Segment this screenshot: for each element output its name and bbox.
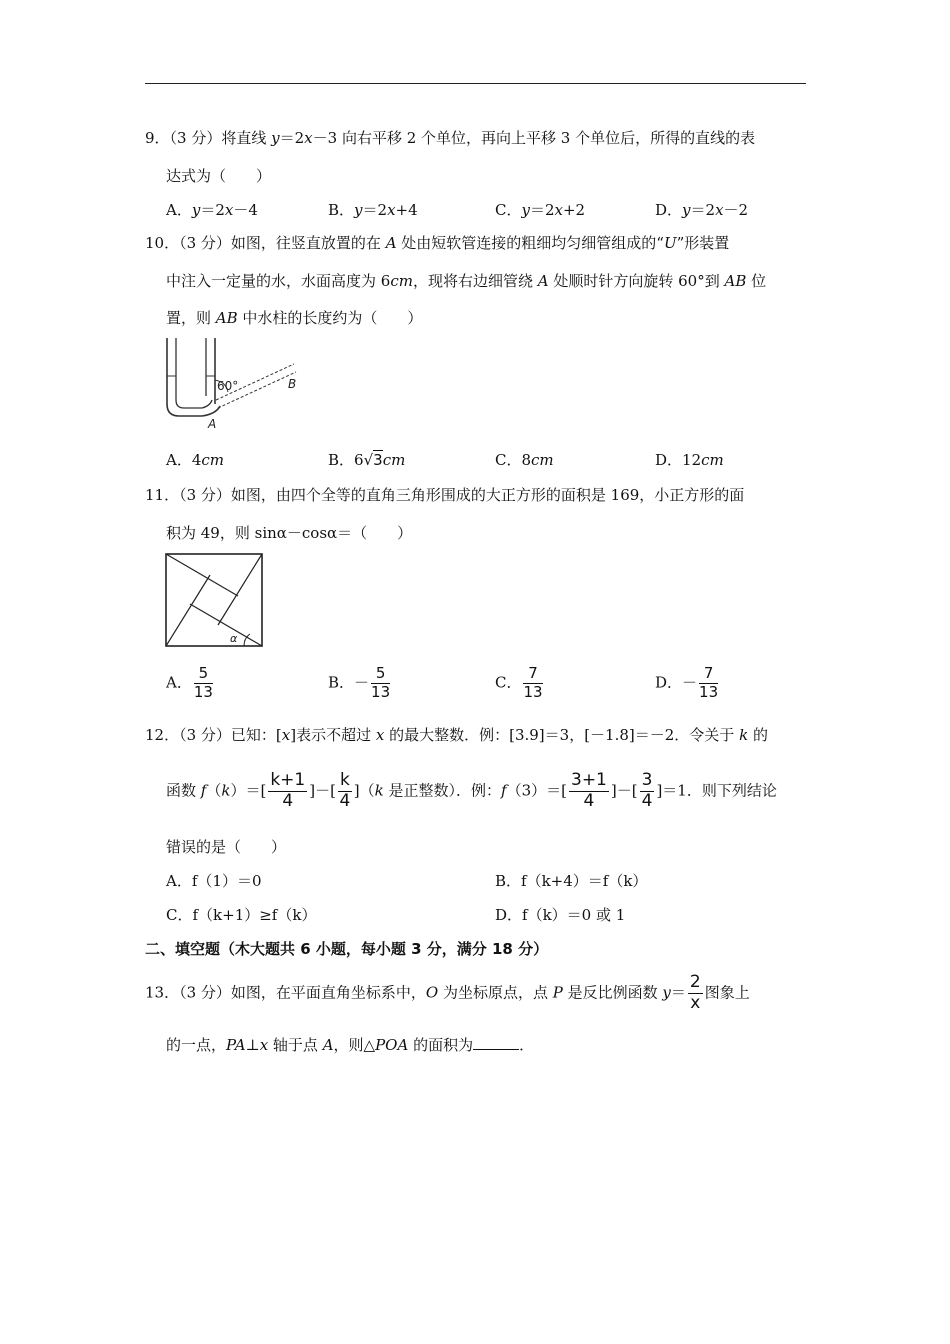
q10-option-c[interactable]: C．8cm (495, 451, 554, 469)
q11-pinwheel-square-figure (164, 552, 266, 648)
q10-line3: 置，则 AB 中水柱的长度约为（ ） (166, 309, 423, 327)
q13-answer-blank[interactable] (473, 1035, 519, 1050)
q12-frac-3: $\frac{3}{4}$ (641, 770, 653, 811)
q10-option-d[interactable]: D．12cm (655, 451, 724, 469)
q13-line1: 13．（3 分）如图，在平面直角坐标系中，O 为坐标原点，点 P 是反比例函数 y＝ $\frac{2}{x}$ 图象上 (145, 972, 750, 1013)
q11-option-a[interactable]: A． $\frac{5}{13}$ (166, 664, 213, 701)
sqrt-sign-icon: √ (363, 451, 374, 469)
q10-option-a[interactable]: A．4cm (166, 451, 225, 469)
q12-frac-k: $\frac{k}{4}$ (339, 770, 351, 811)
q10-point-b: B (288, 377, 297, 391)
q11-option-b[interactable]: B．－ $\frac{5}{13}$ (328, 664, 391, 701)
q13-frac-2-over-x: $\frac{2}{x}$ (689, 972, 701, 1013)
q12-frac-k-plus-1: $\frac{k+1}{4}$ (270, 770, 306, 811)
q10-u-tube-figure (160, 336, 305, 430)
q12-frac-3-plus-1: $\frac{3+1}{4}$ (571, 770, 607, 811)
q10-angle-label: 60° (217, 379, 239, 393)
q10-point-a: A (208, 417, 217, 430)
q10-line2: 中注入一定量的水，水面高度为 6cm，现将右边细管绕 A 处顺时针方向旋转 60°到 AB 位 (166, 272, 767, 290)
q12-line2: 函数 f（k）＝[ $\frac{k+1}{4}$ ]－[ $\frac{k}{4}$ ]（k 是正整数）．例：f（3）＝[ $\frac{3+1}{4}$ ]－[ $\frac{3}{4}$ ]＝1．则下列结论 (166, 770, 777, 811)
q13-line2: 的一点，PA⊥x 轴于点 A，则△POA 的面积为 ． (166, 1036, 535, 1054)
q11-option-c[interactable]: C． $\frac{7}{13}$ (495, 664, 543, 701)
q11-line1: 11．（3 分）如图，由四个全等的直角三角形围成的大正方形的面积是 169，小正方形的面 (145, 486, 745, 504)
q11-option-d[interactable]: D．－ $\frac{7}{13}$ (655, 664, 719, 701)
q9-option-c[interactable]: C．y＝2x+2 (495, 201, 586, 219)
q12-option-a[interactable]: A．f（1）＝0 (166, 872, 262, 890)
q9-option-d[interactable]: D．y＝2x－2 (655, 201, 749, 219)
q12-option-d[interactable]: D．f（k）＝0 或 1 (495, 906, 626, 924)
section-2-heading: 二、填空题（木大题共 6 小题，每小题 3 分，满分 18 分） (145, 940, 549, 958)
q9-line2: 达式为（ ） (166, 167, 272, 185)
q9-option-a[interactable]: A．y＝2x－4 (166, 201, 258, 219)
q12-option-c[interactable]: C．f（k+1）≥f（k） (166, 906, 317, 924)
q12-line3: 错误的是（ ） (166, 838, 287, 856)
q11-line2: 积为 49，则 sinα－cosα＝（ ） (166, 524, 413, 542)
header-rule (145, 83, 806, 84)
q12-option-b[interactable]: B．f（k+4）＝f（k） (495, 872, 648, 890)
q10-line1: 10．（3 分）如图，往竖直放置的在 A 处由短软管连接的粗细均匀细管组成的“U”形装置 (145, 234, 730, 252)
q9-line1: 9．（3 分）将直线 y＝2x－3 向右平移 2 个单位，再向上平移 3 个单位后，所得的直线的表 (145, 129, 756, 147)
q11-alpha-label: α (230, 632, 238, 645)
q12-line1: 12．（3 分）已知：[x]表示不超过 x 的最大整数．例：[3.9]＝3，[－1.8]＝－2．令关于 k 的 (145, 726, 768, 744)
q9-option-b[interactable]: B．y＝2x+4 (328, 201, 418, 219)
q10-option-b[interactable]: B．6√3cm (328, 451, 406, 469)
